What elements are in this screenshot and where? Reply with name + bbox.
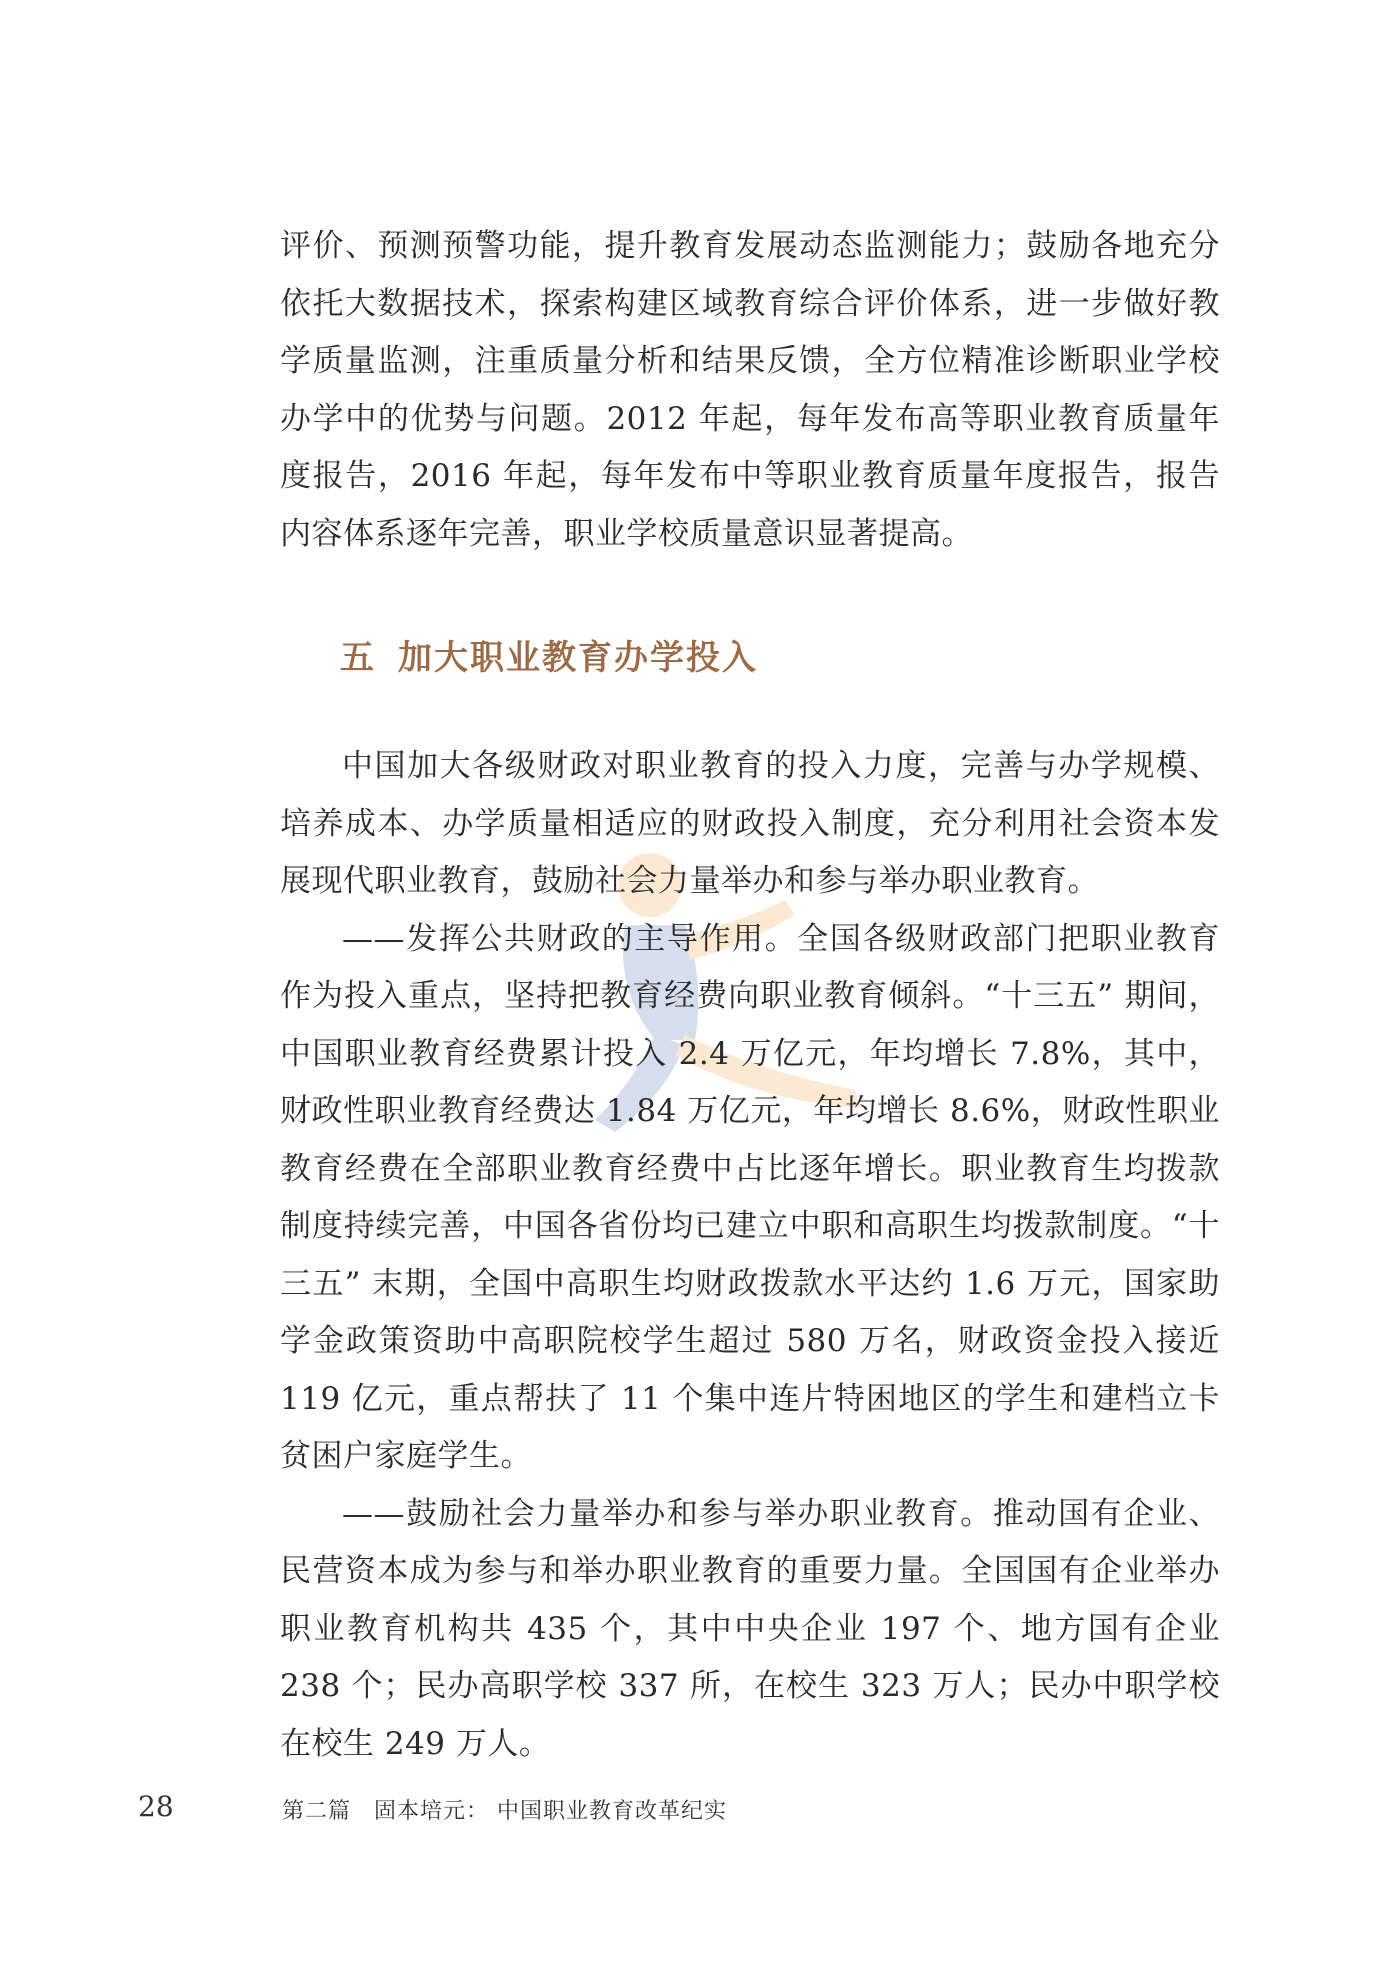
section-body xyxy=(280,738,1220,1773)
page-number: 28 xyxy=(138,1790,174,1823)
section-title: 加大职业教育办学投入 xyxy=(398,638,758,678)
page-footer xyxy=(0,1790,1400,1830)
body-paragraph: 中国加大各级财政对职业教育的投入力度，完善与办学规模、培养成本、办学质量相适应的财政投入制度，充分利用社会资本发展现代职业教育，鼓励社会力量举办和参与举办职业教育。 xyxy=(280,748,1220,899)
body-paragraph: ——发挥公共财政的主导作用。全国各级财政部门把职业教育作为投入重点，坚持把教育经费向职业教育倾斜。“十三五” 期间，中国职业教育经费累计投入 2.4 万亿元，年均增长 7.8%，其中，财政性职业教育经费达 1.84 万亿元，年均增长 8.6%，财政性职业教育经费在全部职业教育经费中占比逐年增长。职业教育生均拨款制度持续完善，中国各省份均已建立中职和高职生均拨款制度。“十三五” 末期，全国中高职生均财政拨款水平达约 1.6 万元，国家助学金政策资助中高职院校学生超过 580 万名，财政资金投入接近 119 亿元，重点帮扶了 11 个集中连片特困地区的学生和建档立卡贫困户家庭学生。 xyxy=(280,920,1220,1474)
body-paragraph: ——鼓励社会力量举办和参与举办职业教育。推动国有企业、民营资本成为参与和举办职业教育的重要力量。全国国有企业举办职业教育机构共 435 个，其中中央企业 197 个、地方国有企业 238 个；民办高职学校 337 所，在校生 323 万人；民办中职学校在校生 249 万人。 xyxy=(280,1495,1220,1762)
section-heading xyxy=(340,630,758,679)
running-head: 第二篇 固本培元： 中国职业教育改革纪实 xyxy=(282,1799,727,1824)
continued-paragraph: 评价、预测预警功能，提升教育发展动态监测能力；鼓励各地充分依托大数据技术，探索构建区域教育综合评价体系，进一步做好教学质量监测，注重质量分析和结果反馈，全方位精准诊断职业学校办学中的优势与问题。2012 年起，每年发布高等职业教育质量年度报告，2016 年起，每年发布中等职业教育质量年度报告，报告内容体系逐年完善，职业学校质量意识显著提高。 xyxy=(280,228,1220,552)
section-number: 五 xyxy=(340,638,376,678)
